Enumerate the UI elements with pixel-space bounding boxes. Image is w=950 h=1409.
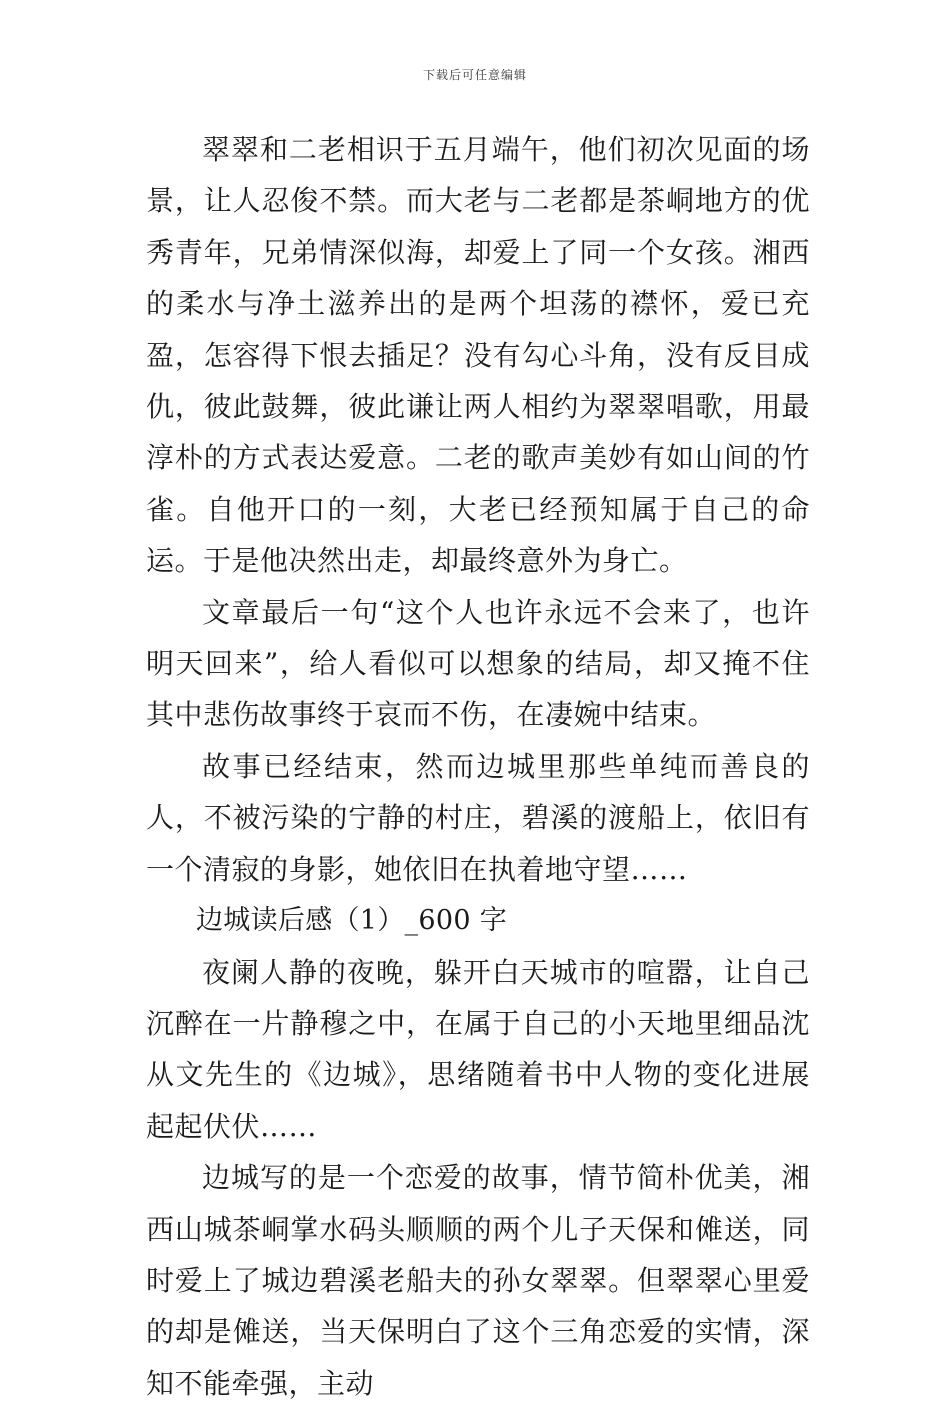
document-body: [146, 124, 810, 1409]
paragraph-5: 边城写的是一个恋爱的故事，情节简朴优美，湘西山城茶峒掌水码头顺顺的两个儿子天保和傩送，同时爱上了城边碧溪老船夫的孙女翠翠。但翠翠心里爱的却是傩送，当天保明白了这个三角恋爱的实情，深知不能牵强，主动: [146, 1161, 810, 1400]
header-note: 下载后可任意编辑: [422, 68, 527, 82]
paragraph-4: 夜阑人静的夜晚，躲开白天城市的喧嚣，让自己沉醉在一片静穆之中，在属于自己的小天地里细品沈从文先生的《边城》，思绪随着书中人物的变化进展起起伏伏……: [146, 955, 810, 1143]
paragraph-1: 翠翠和二老相识于五月端午，他们初次见面的场景，让人忍俊不禁。而大老与二老都是茶峒地方的优秀青年，兄弟情深似海，却爱上了同一个女孩。湘西的柔水与净土滋养出的是两个坦荡的襟怀，爱已充盈，怎容得下恨去插足？没有勾心斗角，没有反目成仇，彼此鼓舞，彼此谦让两人相约为翠翠唱歌，用最淳朴的方式表达爱意。二老的歌声美妙有如山间的竹雀。自他开口的一刻，大老已经预知属于自己的命运。于是他决然出走，却最终意外为身亡。: [146, 133, 810, 578]
paragraph-3: 故事已经结束，然而边城里那些单纯而善良的人，不被污染的宁静的村庄，碧溪的渡船上，依旧有一个清寂的身影，她依旧在执着地守望……: [146, 749, 810, 886]
paragraph-2: 文章最后一句“这个人也许永远不会来了，也许明天回来”，给人看似可以想象的结局，却又掩不住其中悲伤故事终于哀而不伤，在凄婉中结束。: [146, 595, 810, 732]
section-heading: 边城读后感（1）_600 字: [196, 905, 507, 937]
